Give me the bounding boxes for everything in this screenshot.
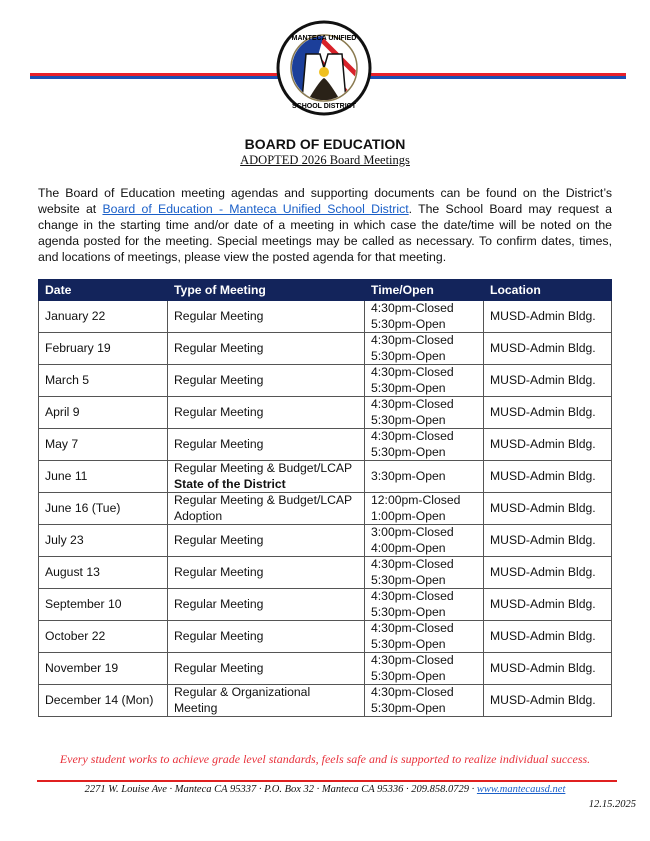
cell-date: December 14 (Mon)	[39, 685, 168, 717]
table-row	[39, 397, 612, 429]
table-row	[39, 493, 612, 525]
table-row	[39, 429, 612, 461]
cell-time: 12:00pm-Closed 1:00pm-Open	[365, 493, 484, 525]
page-title: BOARD OF EDUCATION	[244, 136, 406, 152]
cell-location: MUSD-Admin Bldg.	[484, 333, 612, 365]
header-time: Time/Open	[365, 280, 484, 301]
cell-date: June 16 (Tue)	[39, 493, 168, 525]
cell-time: 4:30pm-Closed 5:30pm-Open	[365, 301, 484, 333]
cell-date: May 7	[39, 429, 168, 461]
header-stripe-left	[30, 73, 280, 79]
cell-location: MUSD-Admin Bldg.	[484, 685, 612, 717]
cell-date: March 5	[39, 365, 168, 397]
mission-statement: Every student works to achieve grade level standards, feels safe and is supported to realize individual success.	[59, 752, 591, 766]
table-row	[39, 525, 612, 557]
cell-type: Regular Meeting	[168, 621, 365, 653]
cell-type: Regular Meeting & Budget/LCAP Adoption	[168, 493, 365, 525]
document-date: 12.15.2025	[588, 799, 636, 810]
cell-location: MUSD-Admin Bldg.	[484, 525, 612, 557]
table-row	[39, 653, 612, 685]
board-of-education-link[interactable]: Board of Education - Manteca Unified School District	[102, 202, 409, 216]
table-row	[39, 301, 612, 333]
cell-type: Regular Meeting	[168, 525, 365, 557]
table-row	[39, 589, 612, 621]
table-row	[39, 333, 612, 365]
cell-type: Regular Meeting	[168, 653, 365, 685]
cell-date: September 10	[39, 589, 168, 621]
cell-date: August 13	[39, 557, 168, 589]
header-location: Location	[484, 280, 612, 301]
cell-time: 4:30pm-Closed 5:30pm-Open	[365, 397, 484, 429]
cell-date: January 22	[39, 301, 168, 333]
cell-time: 4:30pm-Closed 5:30pm-Open	[365, 685, 484, 717]
cell-date: July 23	[39, 525, 168, 557]
cell-type: Regular & Organizational Meeting	[168, 685, 365, 717]
table-header-row	[39, 280, 612, 301]
cell-type: Regular Meeting	[168, 429, 365, 461]
cell-time: 4:30pm-Closed 5:30pm-Open	[365, 365, 484, 397]
intro-paragraph: The Board of Education meeting agendas and supporting documents can be found on the District’s website at Board of Education - Manteca Unified School District. The School Board may request a change in the starting time and/or date of a meeting in which case the date/time will be noted on the agenda posted for the meeting. Special meetings may be called as necessary. To confirm dates, times, and locations of meetings, please view the posted agenda for that meeting.	[38, 186, 612, 264]
cell-date: November 19	[39, 653, 168, 685]
table-row	[39, 685, 612, 717]
cell-time: 4:30pm-Closed 5:30pm-Open	[365, 429, 484, 461]
website-link[interactable]: www.mantecausd.net	[476, 784, 566, 795]
cell-location: MUSD-Admin Bldg.	[484, 493, 612, 525]
header-stripe-right	[369, 73, 626, 79]
cell-type: Regular Meeting	[168, 589, 365, 621]
cell-date: February 19	[39, 333, 168, 365]
cell-time: 3:00pm-Closed 4:00pm-Open	[365, 525, 484, 557]
cell-location: MUSD-Admin Bldg.	[484, 365, 612, 397]
cell-location: MUSD-Admin Bldg.	[484, 653, 612, 685]
svg-text:MANTECA UNIFIED: MANTECA UNIFIED	[291, 35, 357, 42]
cell-time: 4:30pm-Closed 5:30pm-Open	[365, 653, 484, 685]
cell-location: MUSD-Admin Bldg.	[484, 429, 612, 461]
district-seal-logo	[276, 20, 372, 116]
cell-time: 4:30pm-Closed 5:30pm-Open	[365, 557, 484, 589]
page-subtitle: ADOPTED 2026 Board Meetings	[240, 153, 410, 167]
cell-time: 3:30pm-Open	[365, 461, 484, 493]
table-row	[39, 621, 612, 653]
cell-location: MUSD-Admin Bldg.	[484, 461, 612, 493]
cell-type: Regular Meeting & Budget/LCAP State of the District	[168, 461, 365, 493]
svg-text:SCHOOL DISTRICT: SCHOOL DISTRICT	[291, 103, 357, 110]
cell-time: 4:30pm-Closed 5:30pm-Open	[365, 333, 484, 365]
cell-type: Regular Meeting	[168, 365, 365, 397]
header-type: Type of Meeting	[168, 280, 365, 301]
table-row	[39, 365, 612, 397]
cell-time: 4:30pm-Closed 5:30pm-Open	[365, 621, 484, 653]
cell-type: Regular Meeting	[168, 301, 365, 333]
header-date: Date	[39, 280, 168, 301]
footer-divider	[37, 780, 617, 782]
footer-address: 2271 W. Louise Ave · Manteca CA 95337 · P.O. Box 32 · Manteca CA 95336 · 209.858.0729 · www.mantecausd.net	[84, 784, 566, 795]
cell-location: MUSD-Admin Bldg.	[484, 621, 612, 653]
cell-date: October 22	[39, 621, 168, 653]
table-row	[39, 461, 612, 493]
meetings-table	[38, 279, 612, 717]
cell-location: MUSD-Admin Bldg.	[484, 589, 612, 621]
cell-date: June 11	[39, 461, 168, 493]
cell-date: April 9	[39, 397, 168, 429]
cell-type: Regular Meeting	[168, 333, 365, 365]
cell-location: MUSD-Admin Bldg.	[484, 301, 612, 333]
cell-location: MUSD-Admin Bldg.	[484, 397, 612, 429]
cell-type: Regular Meeting	[168, 397, 365, 429]
cell-time: 4:30pm-Closed 5:30pm-Open	[365, 589, 484, 621]
cell-type: Regular Meeting	[168, 557, 365, 589]
table-row	[39, 557, 612, 589]
cell-location: MUSD-Admin Bldg.	[484, 557, 612, 589]
